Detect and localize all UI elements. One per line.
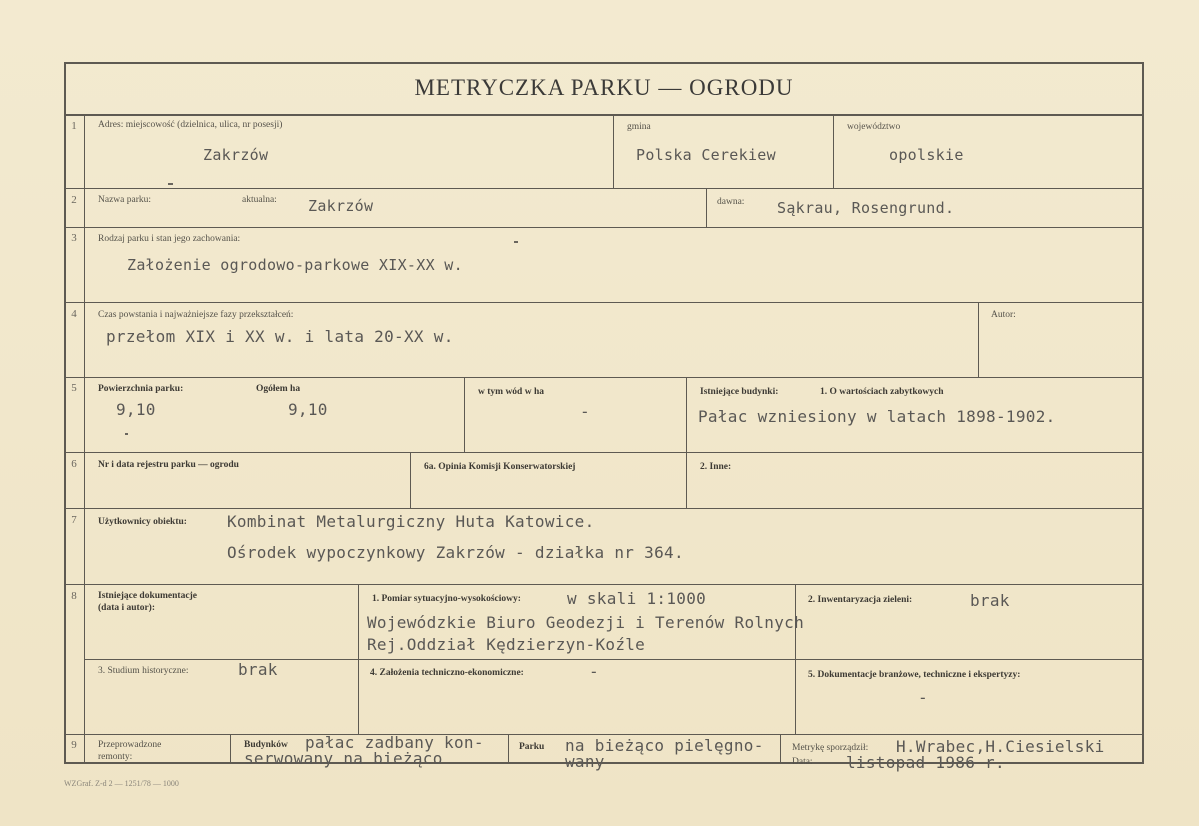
address-label: Adres: miejscowość (dzielnica, ulica, nr posesji) [98,120,283,130]
survey-office-line: Wojewódzkie Biuro Geodezji i Terenów Rolnych [367,613,805,632]
row-divider-7 [64,584,1144,585]
prepared-by-value: H.Wrabec,H.Ciesielski [896,737,1105,756]
former-name-value: Sąkrau, Rosengrund. [777,199,955,217]
other-buildings-label: 2. Inne: [700,462,732,472]
form-title: METRYCZKA PARKU — OGRODU [64,62,1144,116]
creation-time-label: Czas powstania i najważniejsze fazy przekształceń: [98,310,294,320]
row-divider-4 [64,377,1144,378]
survey-branch-line: Rej.Oddział Kędzierzyn-Koźle [367,635,646,654]
park-repairs-line-2: wany [565,752,605,771]
r8-divider-a [358,584,359,734]
total-ha-label: Ogółem ha [256,384,301,394]
buildings-repairs-line-2: serwowany na bieżąco [244,749,443,768]
existing-buildings-label: Istniejące budynki: [700,387,779,397]
park-type-label: Rodzaj parku i stan jego zachowania: [98,234,241,244]
historical-study-label: 3. Studium historyczne: [98,666,189,676]
row-divider-3 [64,302,1144,303]
buildings-repairs-label: Budynków [244,740,288,750]
survey-scale-value: w skali 1:1000 [567,589,707,608]
r9-divider-b [508,734,509,764]
row-divider-1 [64,188,1144,189]
users-line-1: Kombinat Metalurgiczny Huta Katowice. [227,512,595,531]
r5-divider-b [686,377,687,452]
row-number-2: 2 [71,194,77,206]
row-number-1: 1 [71,120,77,132]
r6-divider-a [410,452,411,508]
r8-divider-b [795,584,796,734]
historical-study-value: brak [238,660,278,679]
prepared-by-label: Metrykę sporządził: [792,743,869,753]
tech-econ-value: - [589,662,599,681]
existing-buildings-value: Pałac wzniesiony w latach 1898-1902. [698,407,1056,426]
register-number-label: Nr i data rejestru parku — ogrodu [98,460,239,470]
voivodeship-label: województwo [847,122,901,132]
row-number-6: 6 [71,458,77,470]
row-divider-5 [64,452,1144,453]
branch-docs-label: 5. Dokumentacje branżowe, techniczne i ekspertyzy: [808,670,1021,680]
r6-divider-b [686,452,687,508]
gmina-label: gmina [627,122,651,132]
total-ha-value: 9,10 [288,400,328,419]
park-area-label: Powierzchnia parku: [98,384,184,394]
print-footer: WZGraf. Z-d 2 — 1251/78 — 1000 [64,779,179,788]
row-divider-2 [64,227,1144,228]
row-number-3: 3 [71,232,77,244]
r2-divider [706,188,707,227]
repairs-label: Przeprowadzone [98,740,162,750]
row-number-8: 8 [71,590,77,602]
r9-divider-c [780,734,781,764]
gmina-value: Polska Cerekiew [636,146,776,164]
monument-value-label: 1. O wartościach zabytkowych [820,387,944,397]
greenery-inventory-label: 2. Inwentaryzacja zieleni: [808,595,913,605]
users-label: Użytkownicy obiektu: [98,517,187,527]
users-line-2: Ośrodek wypoczynkowy Zakrzów - działka nr 364. [227,543,684,562]
stray-mark [168,183,173,185]
current-name-value: Zakrzów [308,197,374,215]
number-column-divider [84,116,85,764]
greenery-inventory-value: brak [970,591,1010,610]
park-repairs-label: Parku [519,742,545,752]
park-repairs-line-1: na bieżąco pielęgno- [565,736,764,755]
current-name-label: aktualna: [242,195,277,205]
r1-divider-a [613,116,614,188]
date-label: Data: [792,757,813,767]
r5-divider-a [464,377,465,452]
former-name-label: dawna: [717,197,745,207]
row-number-4: 4 [71,308,77,320]
stray-mark [125,433,128,435]
row-number-9: 9 [71,739,77,751]
branch-docs-value: - [918,688,928,707]
r9-divider-a [230,734,231,764]
existing-docs-sublabel: (data i autor): [98,603,155,613]
date-value: listopad 1986 r. [846,753,1005,772]
tech-econ-label: 4. Założenia techniczno-ekonomiczne: [370,668,524,678]
row-divider-8 [64,734,1144,735]
survey-label: 1. Pomiar sytuacyjno-wysokościowy: [372,594,521,604]
address-value: Zakrzów [203,146,269,164]
park-type-value: Założenie ogrodowo-parkowe XIX-XX w. [127,256,463,274]
author-label: Autor: [991,310,1016,320]
voivodeship-value: opolskie [889,146,964,164]
r1-divider-b [833,116,834,188]
row-number-7: 7 [71,514,77,526]
water-area-label: w tym wód w ha [478,387,544,397]
repairs-sublabel: remonty: [98,752,133,762]
existing-docs-label: Istniejące dokumentacje [98,591,197,601]
conservation-opinion-label: 6a. Opinia Komisji Konserwatorskiej [424,462,576,472]
r4-divider [978,302,979,377]
creation-time-value: przełom XIX i XX w. i lata 20-XX w. [106,327,454,346]
park-name-label: Nazwa parku: [98,195,152,205]
row-divider-6 [64,508,1144,509]
buildings-repairs-line-1: pałac zadbany kon- [305,733,484,752]
row-number-5: 5 [71,382,77,394]
stray-mark [514,241,518,243]
park-area-value: 9,10 [116,400,156,419]
water-area-value: - [580,402,590,421]
